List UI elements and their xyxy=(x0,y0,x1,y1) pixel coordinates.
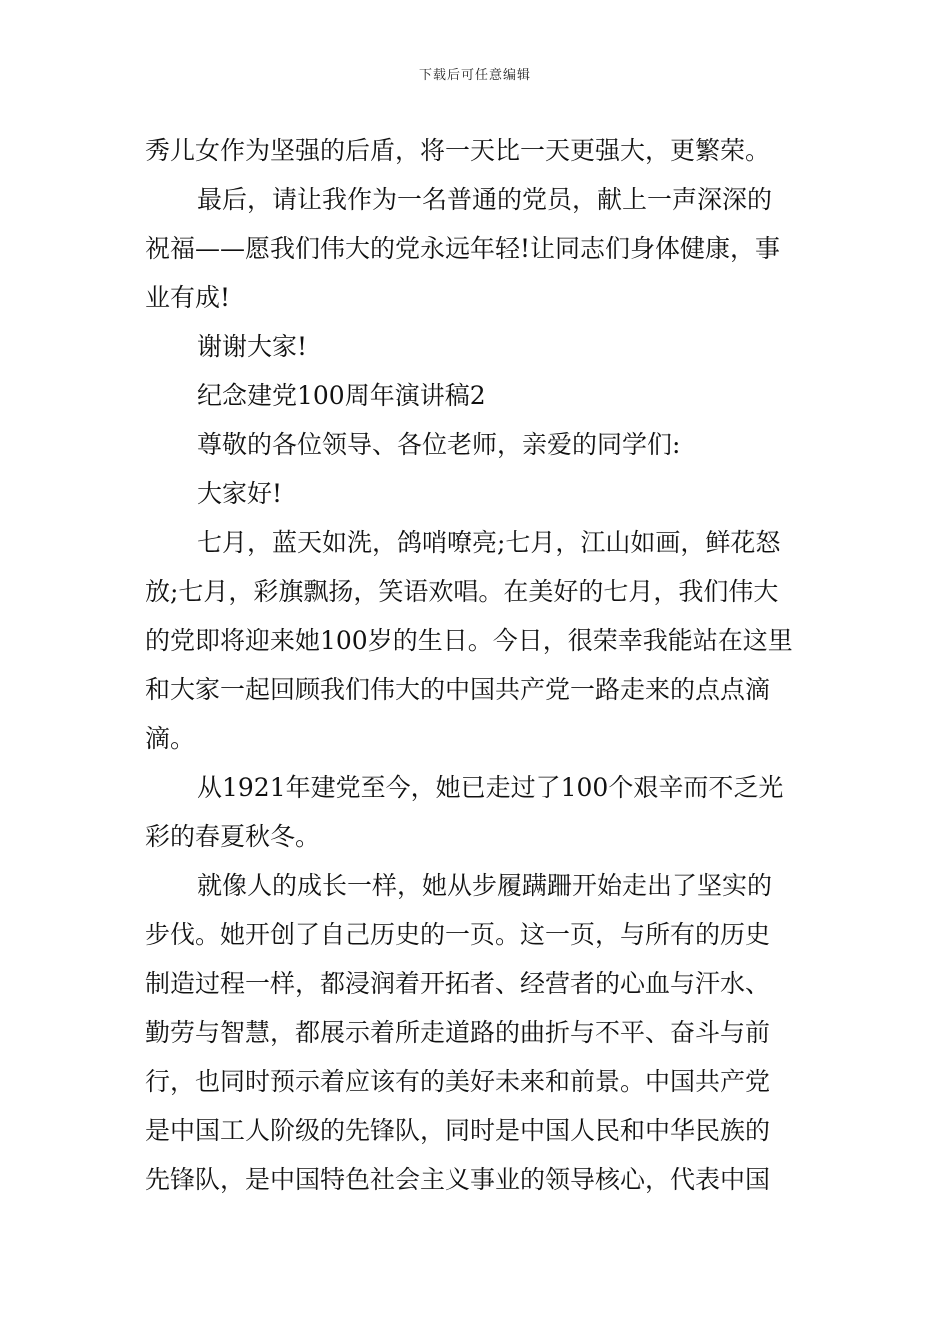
document-body xyxy=(145,126,810,1204)
text-line: 行，也同时预示着应该有的美好未来和前景。中国共产党 xyxy=(145,1067,771,1096)
text-line: 彩的春夏秋冬。 xyxy=(145,822,321,851)
text-line: 祝福——愿我们伟大的党永远年轻!让同志们身体健康，事 xyxy=(145,234,781,263)
text-line: 的党即将迎来她100岁的生日。今日，很荣幸我能站在这里 xyxy=(145,626,793,655)
section-title: 纪念建党100周年演讲稿2 xyxy=(197,381,486,410)
text-line: 谢谢大家! xyxy=(197,332,308,361)
text-line: 步伐。她开创了自己历史的一页。这一页，与所有的历史 xyxy=(145,920,771,949)
text-line: 从1921年建党至今，她已走过了100个艰辛而不乏光 xyxy=(197,773,784,802)
text-line: 放;七月，彩旗飘扬，笑语欢唱。在美好的七月，我们伟大 xyxy=(145,577,779,606)
text-line: 勤劳与智慧，都展示着所走道路的曲折与不平、奋斗与前 xyxy=(145,1018,771,1047)
page-header-note: 下载后可任意编辑 xyxy=(418,68,531,83)
salutation: 尊敬的各位领导、各位老师，亲爱的同学们: xyxy=(197,430,681,459)
text-line: 先锋队，是中国特色社会主义事业的领导核心，代表中国 xyxy=(145,1165,771,1194)
text-line: 就像人的成长一样，她从步履蹒跚开始走出了坚实的 xyxy=(197,871,773,900)
text-line: 秀儿女作为坚强的后盾，将一天比一天更强大，更繁荣。 xyxy=(145,136,771,165)
text-line: 七月，蓝天如洗，鸽哨嘹亮;七月，江山如画，鲜花怒 xyxy=(197,528,781,557)
text-line: 制造过程一样，都浸润着开拓者、经营者的心血与汗水、 xyxy=(145,969,771,998)
text-line: 滴。 xyxy=(145,724,196,753)
text-line: 最后，请让我作为一名普通的党员，献上一声深深的 xyxy=(197,185,773,214)
text-line: 是中国工人阶级的先锋队，同时是中国人民和中华民族的 xyxy=(145,1116,771,1145)
greeting: 大家好! xyxy=(197,479,283,508)
text-line: 和大家一起回顾我们伟大的中国共产党一路走来的点点滴 xyxy=(145,675,771,704)
text-line: 业有成! xyxy=(145,283,231,312)
